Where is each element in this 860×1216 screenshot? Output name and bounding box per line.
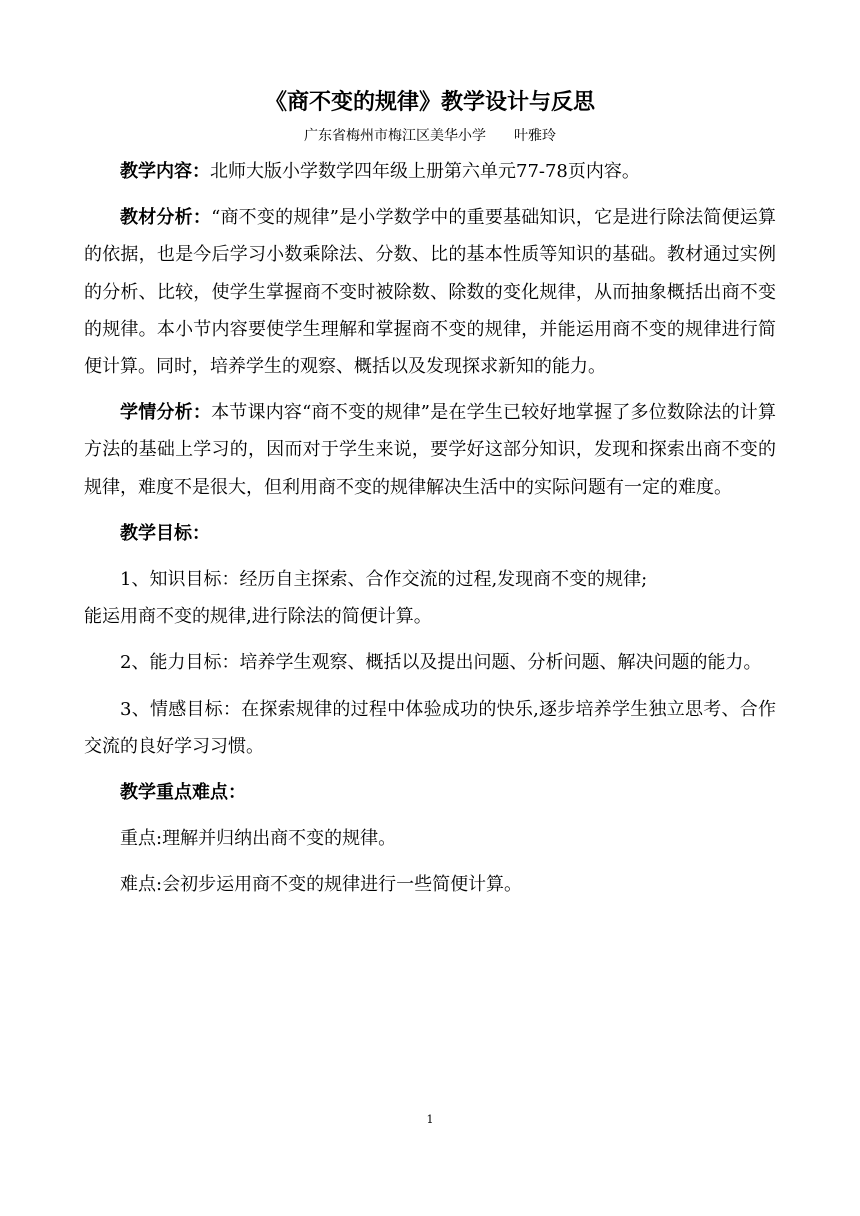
objective-knowledge-line2: 能运用商不变的规律,进行除法的简便计算。 bbox=[84, 606, 432, 628]
text-teaching-content: 北师大版小学数学四年级上册第六单元77-78页内容。 bbox=[210, 161, 640, 182]
label-key-points: 教学重点难点： bbox=[120, 782, 246, 804]
label-textbook-analysis: 教材分析： bbox=[120, 207, 212, 229]
paragraph-teaching-content bbox=[84, 153, 776, 190]
heading-key-points bbox=[84, 774, 776, 811]
text-student-analysis: 本节课内容“商不变的规律”是在学生已较好地掌握了多位数除法的计算方法的基础上学习的，因而对于学生来说，要学好这部分知识，发现和探索出商不变的规律，难度不是很大，但利用商不变的规律解决生活中的实际问题有一定的难度。 bbox=[84, 402, 777, 498]
key-point: 重点:理解并归纳出商不变的规律。 bbox=[120, 828, 397, 850]
objective-emotion: 3、情感目标：在探索规律的过程中体验成功的快乐,逐步培养学生独立思考、合作交流的良好学习习惯。 bbox=[84, 698, 776, 757]
author-line bbox=[0, 126, 860, 146]
objective-knowledge-line1: 1、知识目标：经历自主探索、合作交流的过程,发现商不变的规律; bbox=[120, 569, 648, 591]
document-body bbox=[84, 153, 776, 904]
label-student-analysis: 学情分析： bbox=[120, 402, 212, 424]
difficulty-point: 难点:会初步运用商不变的规律进行一些简便计算。 bbox=[120, 874, 523, 896]
author-name: 叶雅玲 bbox=[514, 128, 556, 144]
objective-ability: 2、能力目标：培养学生观察、概括以及提出问题、分析问题、解决问题的能力。 bbox=[120, 652, 762, 674]
author-school: 广东省梅州市梅江区美华小学 bbox=[304, 128, 486, 144]
paragraph-student-analysis bbox=[84, 394, 776, 506]
label-objectives: 教学目标： bbox=[120, 522, 210, 544]
page-number: 1 bbox=[426, 1113, 434, 1126]
heading-objectives bbox=[84, 515, 776, 552]
text-textbook-analysis: “商不变的规律”是小学数学中的重要基础知识，它是进行除法简便运算的依据，也是今后学习小数乘除法、分数、比的基本性质等知识的基础。教材通过实例的分析、比较，使学生掌握商不变时被除数、除数的变化规律，从而抽象概括出商不变的规律。本小节内容要使学生理解和掌握商不变的规律，并能运用商不变的规律进行简便计算。同时，培养学生的观察、概括以及发现探求新知的能力。 bbox=[84, 207, 777, 378]
document-title: 《商不变的规律》教学设计与反思 bbox=[264, 90, 595, 115]
label-teaching-content: 教学内容： bbox=[120, 161, 210, 182]
paragraph-textbook-analysis bbox=[84, 199, 776, 385]
